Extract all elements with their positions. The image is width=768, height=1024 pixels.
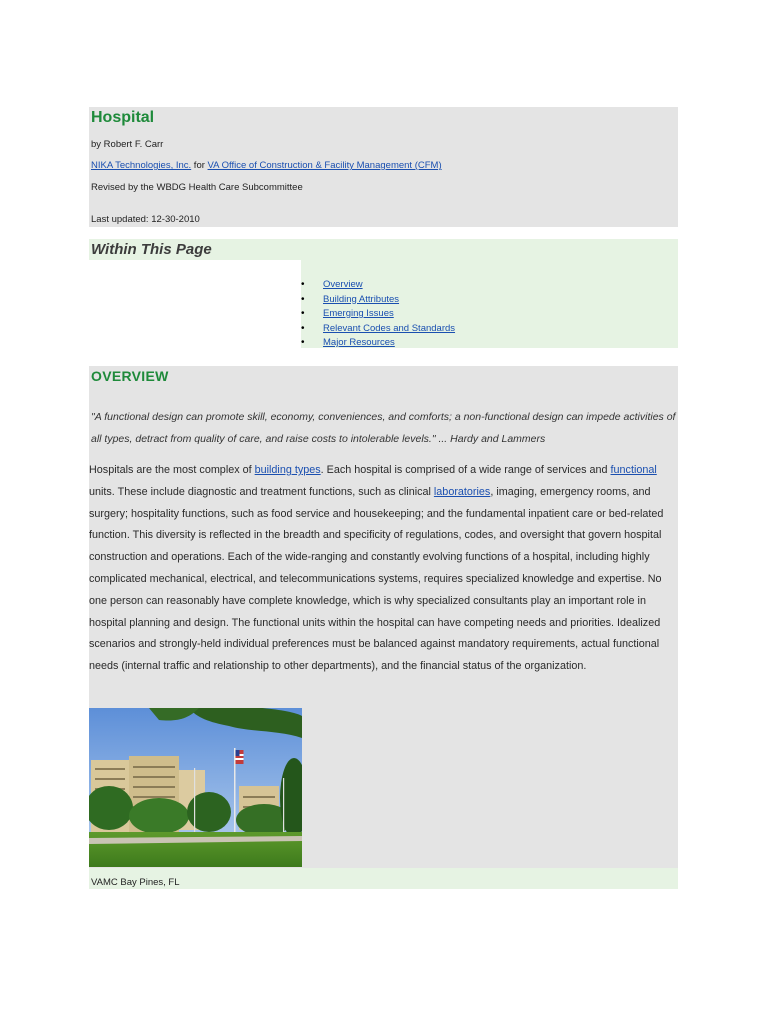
toc-item-codes-standards bbox=[301, 322, 455, 337]
page-title: Hospital bbox=[91, 109, 155, 126]
toc-item-major-resources bbox=[301, 336, 455, 351]
toc-list bbox=[301, 278, 455, 351]
toc-link-major-resources[interactable]: Major Resources bbox=[323, 337, 395, 348]
toc-link-building-attributes[interactable]: Building Attributes bbox=[323, 293, 400, 305]
bullet-icon: • bbox=[301, 337, 305, 348]
last-updated: Last updated: 12-30-2010 bbox=[91, 214, 200, 225]
overview-paragraph bbox=[89, 460, 681, 678]
bullet-icon: • bbox=[301, 293, 305, 305]
bullet-icon: • bbox=[301, 308, 305, 319]
article-header bbox=[89, 107, 678, 227]
functional-link[interactable]: functional bbox=[610, 464, 657, 476]
within-page-header bbox=[89, 239, 678, 260]
toc-link-overview[interactable]: Overview bbox=[323, 279, 363, 290]
byline: by Robert F. Carr bbox=[91, 139, 164, 150]
within-page-title: Within This Page bbox=[91, 241, 212, 258]
bullet-icon: • bbox=[301, 279, 305, 290]
toc-item-emerging-issues bbox=[301, 307, 455, 322]
photo-caption: VAMC Bay Pines, FL bbox=[91, 877, 180, 888]
hospital-photo bbox=[89, 708, 302, 867]
toc-item-building-attributes bbox=[301, 293, 455, 308]
paragraph-text: units. These include diagnostic and treatment functions, such as clinical bbox=[89, 485, 434, 498]
toc-link-emerging-issues[interactable]: Emerging Issues bbox=[323, 308, 394, 319]
va-cfm-link[interactable]: VA Office of Construction & Facility Management (CFM) bbox=[207, 160, 442, 171]
table-of-contents bbox=[301, 260, 678, 348]
toc-link-codes-standards[interactable]: Relevant Codes and Standards bbox=[323, 322, 456, 334]
photo-caption-band bbox=[89, 868, 678, 889]
toc-item-overview bbox=[301, 278, 455, 293]
overview-quote: "A functional design can promote skill, economy, conveniences, and comforts; a non-functional design can impede activities of all types, detract from quality of care, and raise costs to intolerable levels." ... Hardy and Lammers bbox=[91, 411, 676, 445]
for-text: for bbox=[191, 160, 208, 171]
laboratories-link[interactable]: laboratories bbox=[433, 485, 491, 498]
paragraph-text: Hospitals are the most complex of bbox=[89, 464, 255, 476]
overview-heading: OVERVIEW bbox=[91, 368, 169, 384]
paragraph-text: , imaging, emergency rooms, and surgery; hospitality functions, such as food service and housekeeping; and the fundamental inpatient care or bed-related function. This diversity is reflected in the breadth and specificity of regulations, codes, and oversight that govern hospital construction and operations. Each of the wide-ranging and constantly evolving functions of a hospital, including highly complicated mechanical, electrical, and telecommunications systems, requires specialized knowledge and expertise. No one person can reasonably have complete knowledge, which is why specialized consultants play an important role in hospital planning and design. The functional units within the hospital can have competing needs and priorities. Idealized scenarios and strongly-held individual preferences must be balanced against mandatory requirements, actual functional needs (internal traffic and relationship to other departments), and the financial status of the organization. bbox=[89, 485, 664, 673]
hospital-photo-image bbox=[89, 708, 302, 867]
building-types-link[interactable]: building types bbox=[254, 464, 321, 476]
nika-technologies-link[interactable]: NIKA Technologies, Inc. bbox=[91, 160, 192, 171]
paragraph-text: . Each hospital is comprised of a wide range of services and bbox=[320, 464, 611, 476]
revised-note: Revised by the WBDG Health Care Subcommittee bbox=[91, 182, 303, 193]
affiliation-line bbox=[91, 160, 442, 171]
bullet-icon: • bbox=[301, 322, 305, 334]
